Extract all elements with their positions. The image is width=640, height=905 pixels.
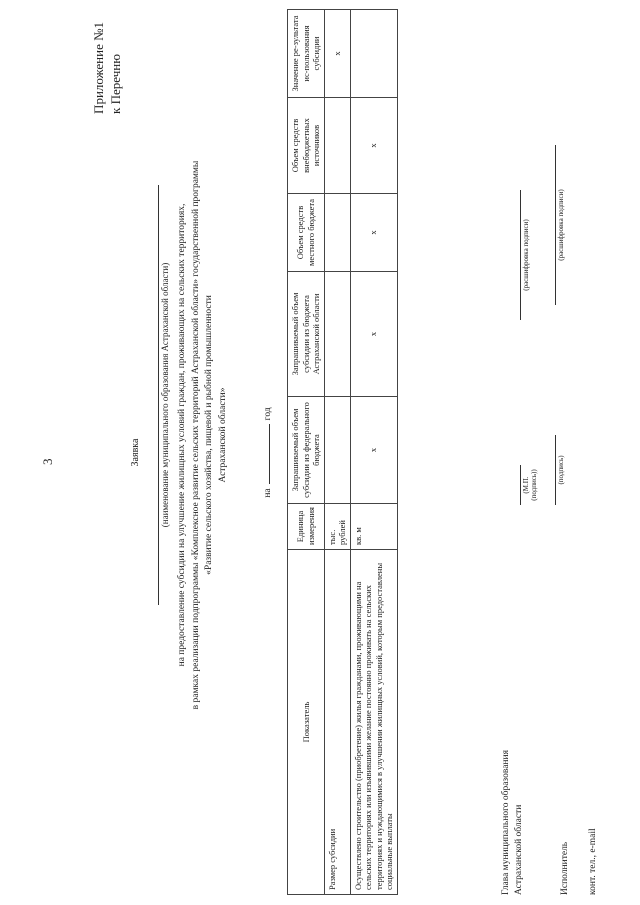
executor-signature-line: (подпись) <box>555 435 565 505</box>
head-signature-label <box>500 750 526 895</box>
executor-label: Исполнитель <box>560 841 570 895</box>
cell-extrabudget <box>324 98 350 194</box>
cell-regional <box>324 272 350 397</box>
year-line <box>260 0 273 905</box>
cell-federal: х <box>350 397 397 504</box>
appendix-line-1: Приложение №1 <box>91 22 106 114</box>
head-decode-line: (расшифровка подписи) <box>520 190 530 320</box>
cell-indicator: Размер субсидии <box>324 550 350 895</box>
purpose-line-4: Астраханской области» <box>217 387 228 483</box>
cell-local: х <box>350 194 397 272</box>
table-row <box>350 10 397 895</box>
header-federal: Запрашиваемый объем субсидии из федерального бюджета <box>288 397 325 504</box>
purpose-line-1: на предоставление субсидии на улучшение жилищных условий граждан, проживающих на сельских территориях, <box>177 203 187 667</box>
purpose-line-3: «Развитие сельского хозяйства, пищевой и рыбной промышленности <box>204 295 214 575</box>
appendix-label <box>90 22 124 114</box>
appendix-line-2: к Перечню <box>108 54 123 114</box>
table-row <box>324 10 350 895</box>
year-blank <box>260 424 270 484</box>
cell-local <box>324 194 350 272</box>
document-title: Заявка <box>130 438 141 467</box>
cell-indicator: Осуществлено строительство (приобретение) жилья гражданами, проживающими на сельских территориях или изъявившими желание постоянно проживать на сельских территориях и нуждающимися в улучшении жилищных условий, которым предоставлены социальные выплаты <box>350 550 397 895</box>
head-line-1: Глава муниципального образования <box>501 750 511 895</box>
cell-result <box>350 10 397 98</box>
contact-label: конт. тел., e-mail <box>588 828 598 895</box>
table-header-row <box>288 10 325 895</box>
cell-result: х <box>324 10 350 98</box>
header-extrabudget: Объем средств внебюджетных источников <box>288 98 325 194</box>
page-number: 3 <box>40 458 55 465</box>
request-table <box>287 9 398 895</box>
cell-regional: х <box>350 272 397 397</box>
municipality-underline <box>158 185 159 605</box>
header-regional: Запрашиваемый объем субсидии из бюджета Астраханской области <box>288 272 325 397</box>
header-indicator: Показатель <box>288 550 325 895</box>
mp-signature-line: (М.П. (подпись)) <box>520 465 538 505</box>
year-suffix: год <box>263 407 273 421</box>
cell-unit: кв. м <box>350 504 397 550</box>
header-result: Значение ре-зультата ис-пользования субсидии <box>288 10 325 98</box>
cell-unit: тыс. рублей <box>324 504 350 550</box>
purpose-line-2: в рамках реализации подпрограммы «Комплексное развитие сельских территорий Астраханской области» государственной программы <box>190 160 201 710</box>
purpose-text <box>176 25 230 845</box>
municipality-caption: (наименование муниципального образования Астраханской области) <box>160 262 170 528</box>
head-line-2: Астраханской области <box>514 804 524 895</box>
year-prefix: на <box>263 488 273 498</box>
cell-extrabudget: х <box>350 98 397 194</box>
header-unit: Единица измерения <box>288 504 325 550</box>
cell-federal <box>324 397 350 504</box>
executor-decode-line: (расшифровка подписи) <box>555 145 565 305</box>
header-local: Объем средств местного бюджета <box>288 194 325 272</box>
